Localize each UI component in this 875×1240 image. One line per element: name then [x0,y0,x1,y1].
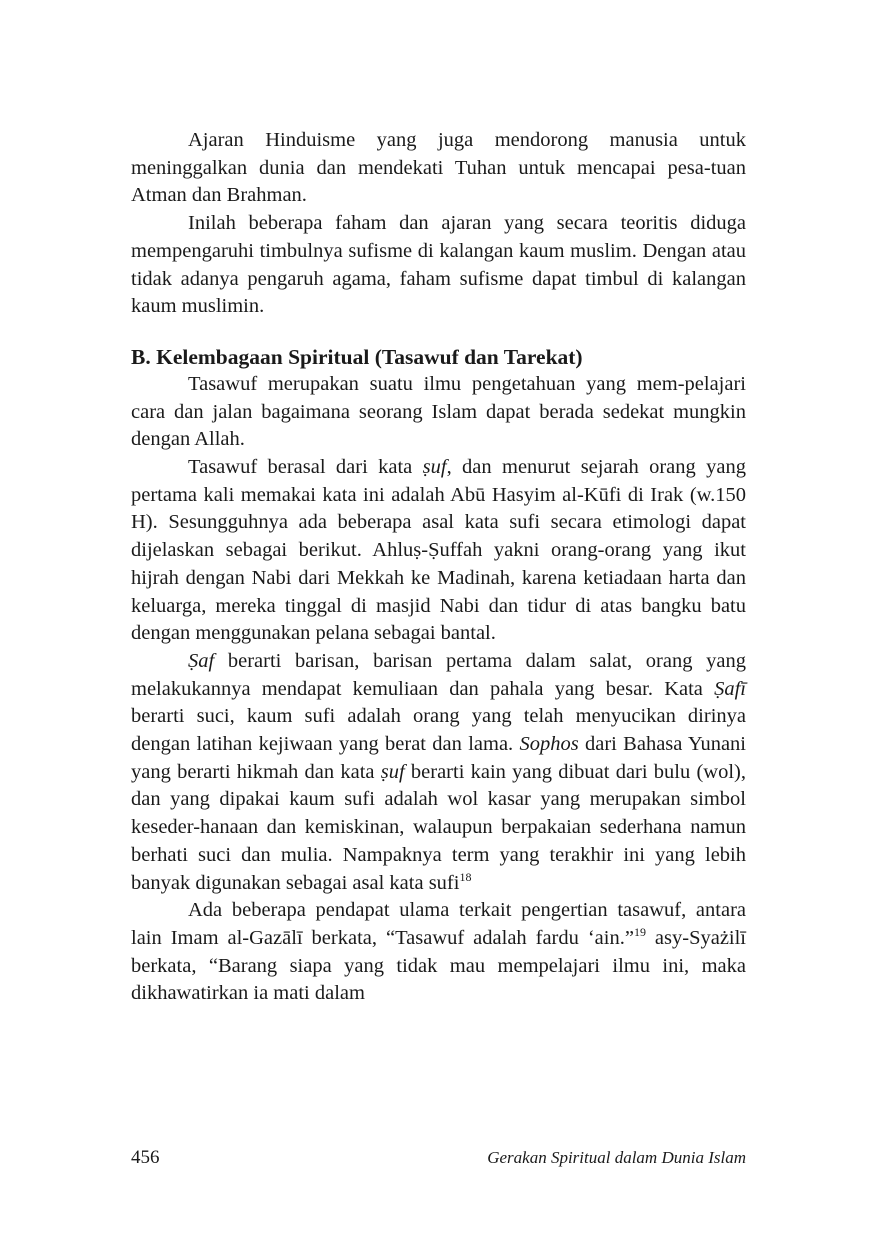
paragraph-tasawuf-definition: Tasawuf merupakan suatu ilmu pengetahuan yang mem-pelajari cara dan jalan bagaimana seorang Islam dapat berada sedekat mungkin dengan Allah. [131,372,746,451]
text-run: dari Bahasa Yunani yang berarti hikmah dan kata [131,733,746,783]
italic-term: ṣuf [422,456,447,479]
page-footer [131,1147,746,1169]
text-run: asy-Syażilī berkata, “Barang siapa yang tidak mau mempelajari ilmu ini, maka dikhawatirkan ia mati dalam [131,926,747,1005]
text-run: berarti barisan, barisan pertama dalam salat, orang yang melakukannya mendapat kemuliaan dan pahala yang besar. Kata [131,649,746,700]
text-run: berarti suci, kaum sufi adalah orang yang telah menyucikan dirinya dengan latihan kejiwaan yang berat dan lama. [131,705,746,756]
text-run: , dan menurut sejarah orang yang pertama kali memakai kata ini adalah Abū Hasyim al-Kūfi di Irak (w.150 H). Sesungguhnya ada beberapa asal kata sufi secara etimologi dapat dijelaskan sebagai berikut. Ahluṣ-Ṣuffah yakni orang-orang yang ikut hijrah dengan Nabi dari Mekkah ke Madinah, karena ketiadaan harta dan keluarga, mereka tinggal di masjid Nabi dan tidur di atas bangku batu dengan menggunakan pelana sebagai bantal. [131,456,746,645]
text-run: Tasawuf berasal dari kata [188,456,423,479]
italic-term: ṣuf [380,760,405,783]
paragraph-etymology [131,454,746,648]
text-run: Ada beberapa pendapat ulama terkait pengertian tasawuf, antara lain Imam al-Gazālī berkata, “Tasawuf adalah fardu ‘ain.” [131,899,746,949]
paragraph-hinduism: Ajaran Hinduisme yang juga mendorong manusia untuk meninggalkan dunia dan mendekati Tuhan untuk mencapai pesa-tuan Atman dan Brahman. [131,129,746,207]
paragraph-influences: Inilah beberapa faham dan ajaran yang secara teoritis diduga mempengaruhi timbulnya sufisme di kalangan kaum muslim. Dengan atau tidak adanya pengaruh agama, faham sufisme dapat timbul di kalangan kaum muslimin. [131,212,746,318]
footnote-marker[interactable]: 19 [633,925,646,940]
section-heading: B. Kelembagaan Spiritual (Tasawuf dan Tarekat) [131,344,583,369]
section-spacer [131,321,746,343]
italic-term: Ṣaf [188,649,215,672]
paragraph-ulama-opinions [131,897,746,1008]
italic-term: Ṣafī [714,677,746,700]
running-title: Gerakan Spiritual dalam Dunia Islam [487,1148,746,1167]
page-body [131,127,746,1008]
page-number: 456 [131,1147,160,1168]
footnote-marker[interactable]: 18 [459,869,472,884]
italic-term: Sophos [519,733,579,756]
text-run: berarti kain yang dibuat dari bulu (wol), dan yang dipakai kaum sufi adalah wol kasar yang merupakan simbol keseder-hanaan dan kemiskinan, walaupun berpakaian sederhana namun berhati suci dan mulia. Nampaknya term yang terakhir ini yang lebih banyak digunakan sebagai asal kata sufi [131,760,746,894]
paragraph-saf [131,648,746,897]
